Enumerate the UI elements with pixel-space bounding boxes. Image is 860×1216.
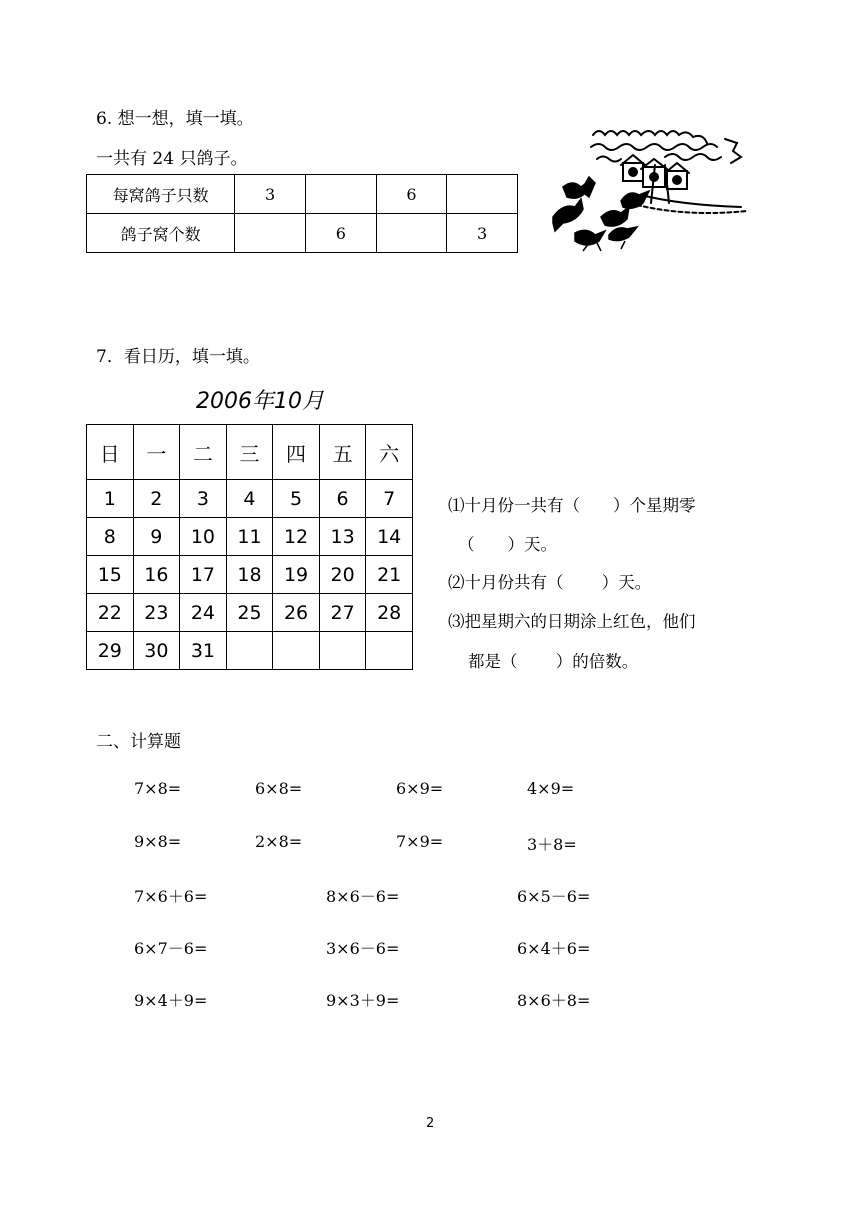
q7-question-3-line-1: ⑶把星期六的日期涂上红色，他们 [448, 612, 696, 631]
date-cell[interactable]: 24 [180, 594, 227, 632]
calc-item: 6×8= [255, 779, 303, 798]
calc-item: 7×9= [396, 832, 444, 851]
calendar-week-row [87, 518, 413, 556]
weekday-cell: 三 [226, 425, 273, 480]
date-cell[interactable]: 10 [180, 518, 227, 556]
page-number: 2 [426, 1116, 435, 1131]
calc-item: 7×6＋6= [134, 887, 208, 906]
calendar-week-row [87, 556, 413, 594]
calc-item: 7×8= [134, 779, 182, 798]
weekday-header-row [87, 425, 413, 480]
date-cell[interactable]: 21 [366, 556, 413, 594]
date-cell[interactable] [366, 632, 413, 670]
calendar-week-row [87, 480, 413, 518]
calendar-title: 2006年10月 [196, 389, 324, 414]
date-cell[interactable]: 26 [273, 594, 320, 632]
calc-item: 6×4＋6= [517, 939, 591, 958]
calendar-week-row [87, 632, 413, 670]
table-cell[interactable]: 3 [447, 214, 518, 253]
calc-item: 9×3＋9= [326, 991, 400, 1010]
date-cell[interactable]: 1 [87, 480, 134, 518]
q7-question-2: ⑵十月份共有（ ）天。 [448, 573, 652, 592]
q7-question-1-line-2: （ ）天。 [458, 535, 557, 554]
date-cell[interactable]: 18 [226, 556, 273, 594]
calc-item: 6×9= [396, 779, 444, 798]
calc-item: 6×5－6= [517, 887, 591, 906]
table-row [87, 175, 518, 214]
q7-question-3-line-2: 都是（ ）的倍数。 [468, 652, 639, 671]
q6-title: 6. 想一想，填一填。 [96, 109, 254, 129]
weekday-cell: 四 [273, 425, 320, 480]
date-cell[interactable]: 2 [133, 480, 180, 518]
table-row [87, 214, 518, 253]
calc-item: 3＋8= [527, 835, 577, 854]
date-cell[interactable]: 31 [180, 632, 227, 670]
row-label: 每窝鸽子只数 [87, 175, 235, 214]
calc-item: 4×9= [527, 779, 575, 798]
calc-item: 6×7－6= [134, 939, 208, 958]
date-cell[interactable]: 22 [87, 594, 134, 632]
weekday-cell: 一 [133, 425, 180, 480]
date-cell[interactable]: 12 [273, 518, 320, 556]
date-cell[interactable] [273, 632, 320, 670]
date-cell[interactable]: 16 [133, 556, 180, 594]
table-cell[interactable]: 3 [235, 175, 306, 214]
row-label: 鸽子窝个数 [87, 214, 235, 253]
calc-item: 9×4＋9= [134, 991, 208, 1010]
calc-item: 8×6＋8= [517, 991, 591, 1010]
date-cell[interactable]: 3 [180, 480, 227, 518]
date-cell[interactable]: 9 [133, 518, 180, 556]
date-cell[interactable] [319, 632, 366, 670]
date-cell[interactable]: 19 [273, 556, 320, 594]
date-cell[interactable]: 17 [180, 556, 227, 594]
q7-title: 7．看日历，填一填。 [96, 347, 260, 367]
weekday-cell: 二 [180, 425, 227, 480]
date-cell[interactable]: 25 [226, 594, 273, 632]
date-cell[interactable]: 30 [133, 632, 180, 670]
date-cell[interactable]: 11 [226, 518, 273, 556]
table-cell[interactable] [447, 175, 518, 214]
calc-item: 2×8= [255, 832, 303, 851]
date-cell[interactable]: 29 [87, 632, 134, 670]
table-cell[interactable] [235, 214, 306, 253]
date-cell[interactable]: 5 [273, 480, 320, 518]
weekday-cell: 六 [366, 425, 413, 480]
date-cell[interactable]: 28 [366, 594, 413, 632]
table-cell[interactable] [376, 214, 447, 253]
pigeon-table [86, 174, 518, 253]
table-cell[interactable] [305, 175, 376, 214]
q7-question-1-line-1: ⑴十月份一共有（ ）个星期零 [448, 496, 696, 515]
calc-item: 8×6－6= [326, 887, 400, 906]
calc-item: 3×6－6= [326, 939, 400, 958]
date-cell[interactable]: 14 [366, 518, 413, 556]
q6-intro: 一共有 24 只鸽子。 [96, 149, 248, 169]
pigeons-illustration [545, 125, 750, 255]
date-cell[interactable]: 4 [226, 480, 273, 518]
date-cell[interactable] [226, 632, 273, 670]
calc-item: 9×8= [134, 832, 182, 851]
weekday-cell: 日 [87, 425, 134, 480]
date-cell[interactable]: 20 [319, 556, 366, 594]
calendar-week-row [87, 594, 413, 632]
table-cell[interactable]: 6 [305, 214, 376, 253]
section-2-title: 二、计算题 [96, 732, 181, 752]
date-cell[interactable]: 6 [319, 480, 366, 518]
weekday-cell: 五 [319, 425, 366, 480]
calendar-table [86, 424, 413, 670]
date-cell[interactable]: 23 [133, 594, 180, 632]
date-cell[interactable]: 7 [366, 480, 413, 518]
date-cell[interactable]: 8 [87, 518, 134, 556]
date-cell[interactable]: 27 [319, 594, 366, 632]
table-cell[interactable]: 6 [376, 175, 447, 214]
date-cell[interactable]: 13 [319, 518, 366, 556]
date-cell[interactable]: 15 [87, 556, 134, 594]
